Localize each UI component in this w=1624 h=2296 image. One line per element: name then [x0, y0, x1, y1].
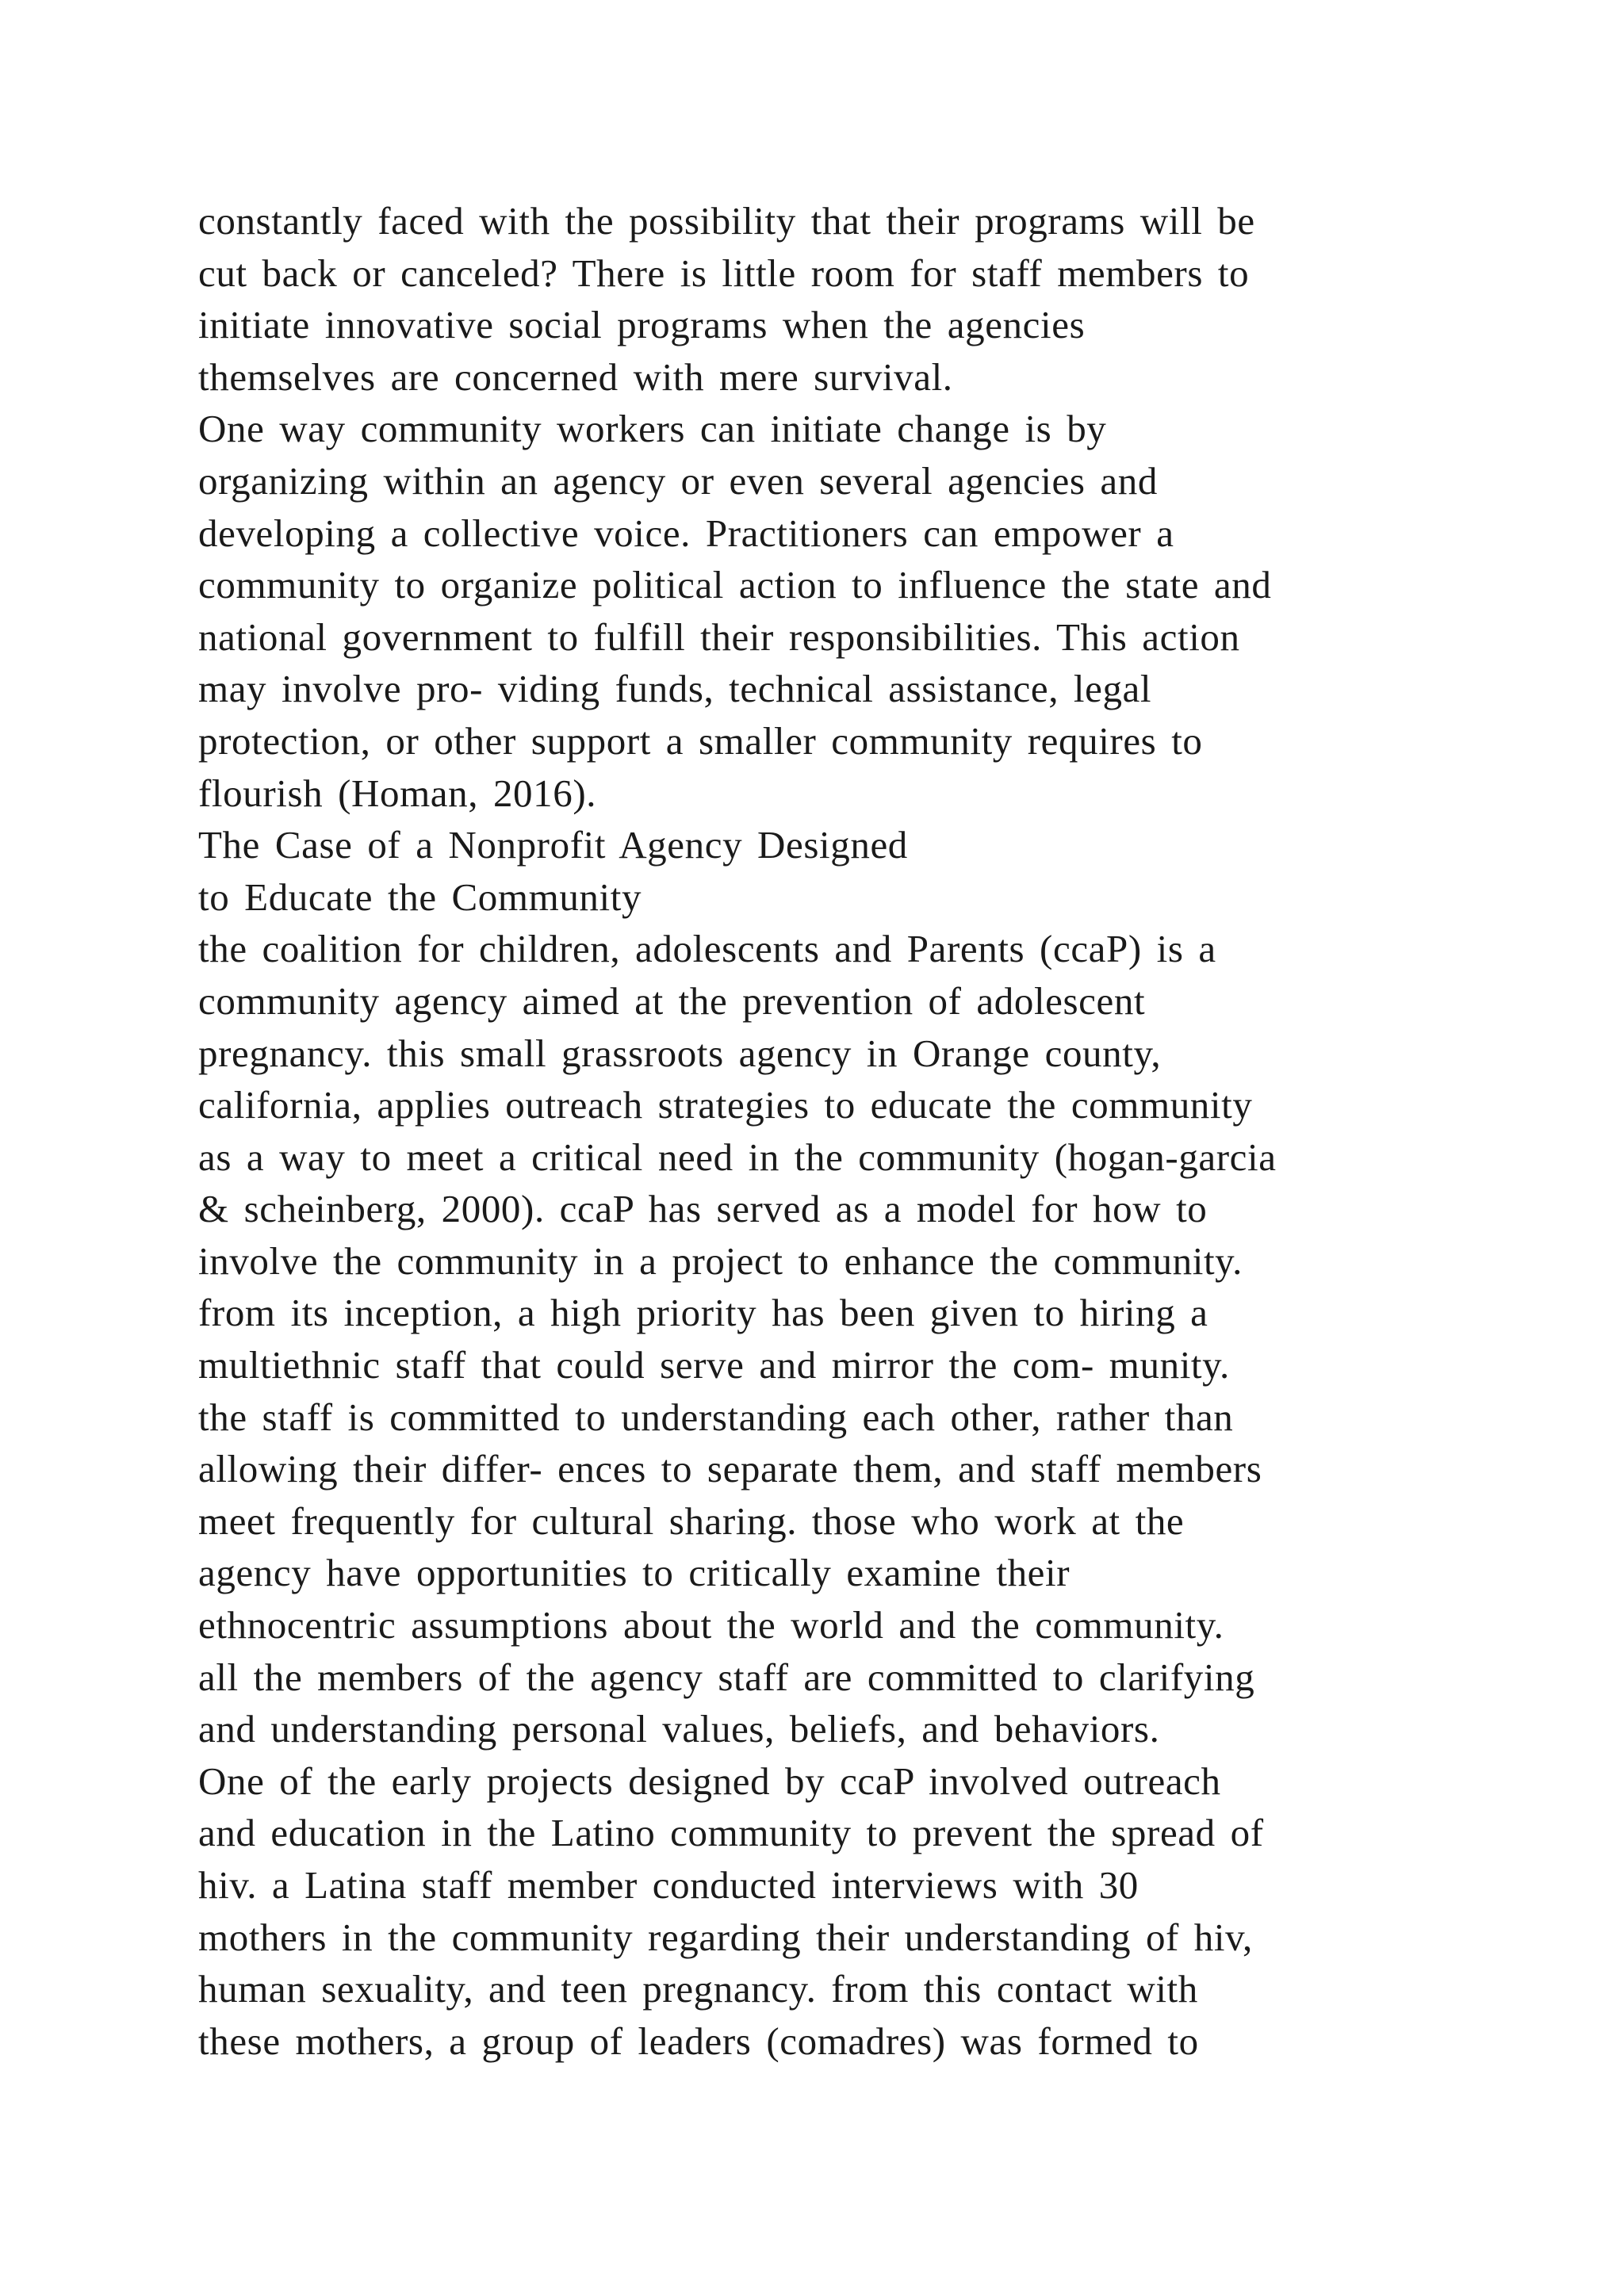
- text-line: all the members of the agency staff are committed to clarifying: [198, 1655, 1255, 1699]
- text-line: constantly faced with the possibility that their programs will be: [198, 199, 1255, 243]
- text-line: themselves are concerned with mere survival.: [198, 354, 953, 399]
- text-line: meet frequently for cultural sharing. those who work at the: [198, 1498, 1185, 1543]
- text-line: california, applies outreach strategies to educate the community: [198, 1083, 1253, 1127]
- text-line: allowing their differ- ences to separate them, and staff members: [198, 1447, 1262, 1491]
- text-line: the coalition for children, adolescents and Parents (ccaP) is a: [198, 927, 1216, 971]
- text-line: ethnocentric assumptions about the world and the community.: [198, 1603, 1224, 1647]
- text-line: One way community workers can initiate change is by: [198, 407, 1107, 451]
- text-line: One of the early projects designed by ccaP involved outreach: [198, 1758, 1221, 1803]
- text-line: mothers in the community regarding their understanding of hiv,: [198, 1915, 1253, 1959]
- text-line: national government to fulfill their responsibilities. This action: [198, 614, 1240, 659]
- text-line: human sexuality, and teen pregnancy. from this contact with: [198, 1967, 1198, 2011]
- text-line: & scheinberg, 2000). ccaP has served as a model for how to: [198, 1187, 1208, 1231]
- text-line: involve the community in a project to enhance the community.: [198, 1238, 1243, 1283]
- text-line: multiethnic staff that could serve and mirror the com- munity.: [198, 1343, 1230, 1387]
- text-line: flourish (Homan, 2016).: [198, 771, 597, 815]
- text-line: developing a collective voice. Practitioners can empower a: [198, 511, 1174, 555]
- body-text: [198, 195, 1467, 2067]
- text-line: community agency aimed at the prevention of adolescent: [198, 978, 1146, 1023]
- text-line: agency have opportunities to critically examine their: [198, 1551, 1071, 1595]
- text-line: and education in the Latino community to prevent the spread of: [198, 1811, 1264, 1855]
- section-heading-line: to Educate the Community: [198, 874, 642, 919]
- text-line: initiate innovative social programs when the agencies: [198, 303, 1086, 347]
- text-line: cut back or canceled? There is little room for staff members to: [198, 251, 1250, 295]
- text-line: organizing within an agency or even several agencies and: [198, 458, 1158, 503]
- text-line: pregnancy. this small grassroots agency in Orange county,: [198, 1031, 1162, 1075]
- text-line: community to organize political action to influence the state and: [198, 563, 1272, 607]
- text-line: protection, or other support a smaller community requires to: [198, 718, 1203, 763]
- text-line: hiv. a Latina staff member conducted interviews with 30: [198, 1863, 1139, 1907]
- section-heading-line: The Case of a Nonprofit Agency Designed: [198, 823, 908, 867]
- text-line: the staff is committed to understanding each other, rather than: [198, 1395, 1234, 1439]
- text-line: and understanding personal values, beliefs, and behaviors.: [198, 1707, 1160, 1751]
- text-line: as a way to meet a critical need in the community (hogan-garcia: [198, 1135, 1277, 1179]
- text-line: these mothers, a group of leaders (comadres) was formed to: [198, 2019, 1199, 2063]
- text-line: may involve pro- viding funds, technical assistance, legal: [198, 667, 1152, 711]
- text-line: from its inception, a high priority has been given to hiring a: [198, 1291, 1208, 1335]
